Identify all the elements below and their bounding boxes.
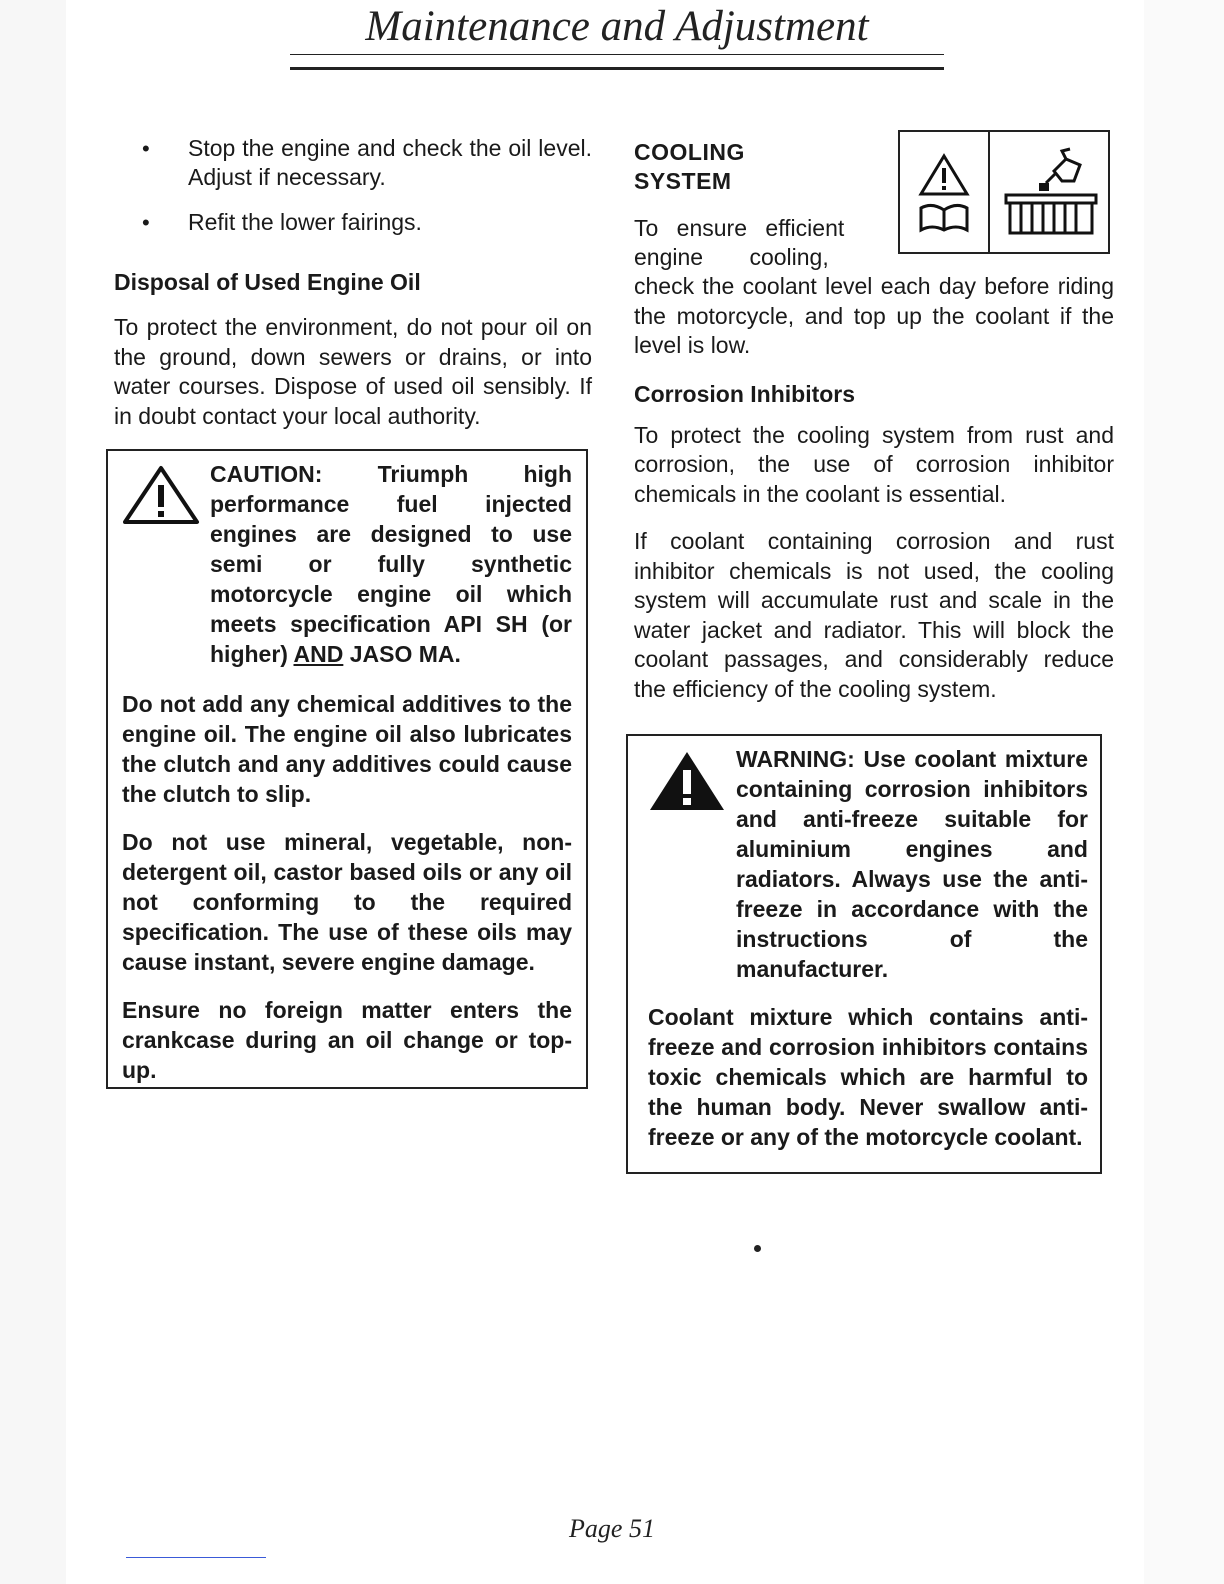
- scan-margin-right: [1144, 0, 1224, 1584]
- corrosion-heading: Corrosion Inhibitors: [634, 380, 856, 407]
- page-number: Page 51: [569, 1514, 655, 1543]
- scan-margin-left: [0, 0, 66, 1584]
- disposal-text: To protect the environment, do not pour oil on the ground, down sewers or drains, or into water courses. Dispose of used oil sensibly. If in doubt contact your local authority.: [114, 314, 592, 429]
- corrosion-text-1: To protect the cooling system from rust and corrosion, the use of corrosion inhibitor chemicals in the coolant is essential.: [634, 421, 1114, 507]
- warning-text-2: Coolant mixture which contains anti-freeze and corrosion inhibitors contains toxic chemicals which are harmful to the human body. Never swallow anti-freeze or any of the motorcycle coolant.: [648, 1004, 1088, 1150]
- list-item: • Stop the engine and check the oil level. Adjust if necessary.: [114, 134, 592, 192]
- list-item: • Refit the lower fairings.: [114, 208, 592, 237]
- cooling-intro-line-1: [634, 214, 862, 243]
- warning-triangle-icon: [648, 750, 726, 812]
- header-rule-thin: [290, 54, 944, 55]
- warning-text-1: WARNING: Use coolant mixture containing corrosion inhibitors and anti-freeze suitable for aluminium engines and radiators. Always use the anti-freeze in accordance with the instructions of the manufacturer.: [736, 746, 1088, 982]
- caution-intro: CAUTION: Triumph high performance fuel injected engines are designed to use semi or fully synthetic motorcycle engine oil which meets specification API SH (or higher): [210, 461, 572, 667]
- caution-jaso: JASO MA.: [349, 641, 461, 667]
- bullet-list: [114, 134, 592, 237]
- cooling-heading-line-2: SYSTEM: [634, 168, 732, 194]
- cooling-intro-start: [634, 214, 862, 272]
- cooling-intro-b: engine cooling,: [634, 244, 829, 270]
- caution-additives: Do not add any chemical additives to the engine oil. The engine oil also lubricates the clutch and any additives could cause the clutch to slip.: [122, 691, 572, 807]
- scan-edge-line: [126, 1557, 266, 1558]
- caution-oils: Do not use mineral, vegetable, non-detergent oil, castor based oils or any oil not conforming to the required specification. The use of these oils may cause instant, severe engine damage.: [122, 829, 572, 975]
- corrosion-text-2: If coolant containing corrosion and rust inhibitor chemicals is not used, the cooling system will accumulate rust and scale in the water jacket and radiator. This will block the coolant passages, and considerably reduce the efficiency of the cooling system.: [634, 528, 1114, 702]
- cooling-intro-a: To ensure efficient: [634, 215, 845, 241]
- header-rule-thick: [290, 67, 944, 70]
- left-column: [114, 134, 592, 1089]
- cooling-heading-line-1: COOLING: [634, 139, 745, 165]
- caution-triangle-icon: [122, 465, 200, 525]
- caution-and: AND: [293, 641, 344, 667]
- cooling-intro-text: check the coolant level each day before riding the motorcycle, and top up the coolant if the level is low.: [634, 273, 1114, 358]
- cooling-heading: [634, 138, 1114, 196]
- warning-box: [626, 734, 1102, 1174]
- caution-box: [106, 449, 588, 1089]
- disposal-heading: Disposal of Used Engine Oil: [114, 269, 421, 295]
- right-column: [634, 134, 1114, 1174]
- stray-mark: [754, 1245, 761, 1252]
- page-title: Maintenance and Adjustment: [365, 3, 869, 50]
- caution-foreign-matter: Ensure no foreign matter enters the crankcase during an oil change or top-up.: [122, 997, 572, 1083]
